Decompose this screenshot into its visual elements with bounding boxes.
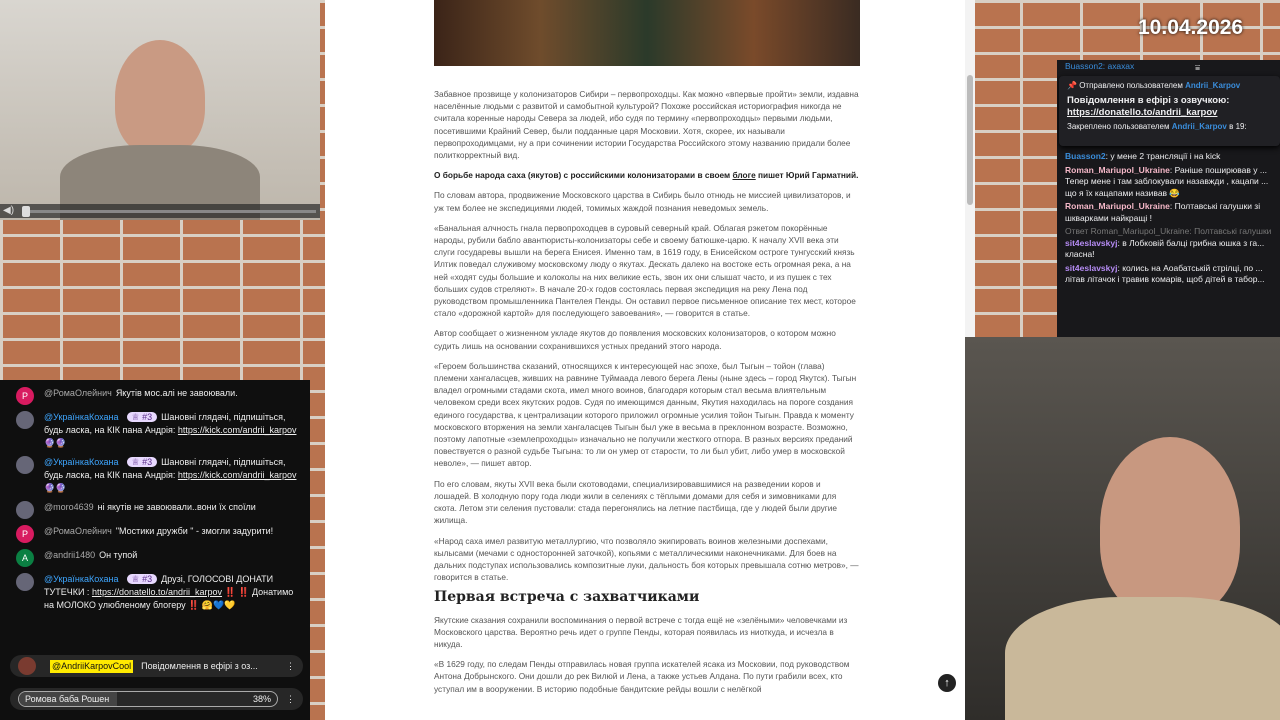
chat-text: "Мостики дружби " - змогли задурити!: [115, 526, 274, 536]
youtube-chat: [0, 380, 310, 720]
paragraph: «В 1629 году, по следам Пенды отправилась новая группа искателей ясака из Московии, под руководством Антона Добрынского. Они дошли до рек Вилюй и Лена, а также устьев Алдана. По пути грабили всех, кто уступал им в вооружении. В историю подобные бандитские рейды вошли с нелёгкой: [434, 659, 850, 694]
more-icon[interactable]: ⋮: [286, 693, 295, 704]
paragraph: Якутские сказания сохранили воспоминания о первой встрече с тогда ещё не «зелёными» человечками из Московского царства. Вероятно речь идет о группе Пенды, которая появилась из ниоткуда, и исчезла в никуда.: [434, 614, 848, 649]
pin-icon: 📌: [1067, 81, 1077, 90]
blog-link[interactable]: блоге: [732, 170, 756, 181]
article-banner-image: [434, 0, 860, 66]
more-icon[interactable]: ⋮: [286, 660, 295, 671]
chat-text: Раніше поширював у ... Тепер мене і там заблокували назавжди , кацапи ... що я їх кацапами називав 😂: [1065, 164, 1269, 198]
chat-username[interactable]: Roman_Mariupol_Ukraine: [1065, 164, 1170, 175]
poll-bar[interactable]: [18, 691, 278, 707]
video-scrubber[interactable]: [0, 204, 320, 218]
chat-message: [0, 384, 310, 408]
date-overlay: 10.04.2026: [1138, 16, 1244, 39]
poll[interactable]: [10, 688, 303, 710]
paragraph: «Банальная алчность гнала первопроходцев в суровый северный край. Облагая рэкетом покорённые народы, рубили бабло авантюристы-колонизаторы себе и своему батюшке-царю. К началу XVII века эти слуги государевы вышли на берега Енисея. Именно там, в 1619 году, в Енисейском остроге тунгусский князь Илтик поведал служивому московскому люду о якутах. Дескать далеко на востоке есть огромная река, а на ней «ходят суды большие и колоколы на них великие есть, звон их они слышат часто, и из пушек с тех больших судов стреляют». В начале 20-х годов состоялась первая экспедиция на реку Лена под руководством промышленника Пантелея Пенды. Он оставил первое письменное описание тех мест, которое стало «дорожной картой» для последующего завоевания», — говорится в статье.: [434, 222, 856, 319]
pinned-message[interactable]: [10, 655, 303, 677]
paragraph-lead: О борьбе народа саха (якутов) с российскими колонизаторами в своем блоге пишет Юрий Гарматний.: [434, 170, 859, 181]
chat-message: sit4eslavskyj: колись на Аоабатській стрілці, по ... літав літачок і травив комарів, щоб дітей в табор...: [1065, 262, 1265, 284]
guest-shirt: [1005, 597, 1280, 720]
chat-username[interactable]: @РомаОлейнич: [44, 388, 112, 398]
chat-message: Buasson2: у мене 2 трансляції і на kick: [1065, 151, 1221, 161]
poll-percent: 38%: [252, 694, 271, 704]
pinned-message: 📌 Отправлено пользователем Andrii_Karpov Повідомлення в ефірі з озвучкою: https://donatello.to/andrii_karpov Закреплено пользователем Andrii_Karpov в 19:: [1059, 76, 1280, 146]
avatar: [16, 411, 34, 429]
paragraph: Автор сообщает о жизненном укладе якутов до появления московских колонизаторов, о котором можно судить лишь на основании сохранившихся устных преданий этого народа.: [434, 328, 836, 351]
rank-badge: ♕ #3: [127, 457, 158, 467]
chat-username[interactable]: @andrii1480: [44, 550, 96, 560]
section-heading: Первая встреча с захватчиками: [434, 589, 700, 606]
chat-message: Roman_Mariupol_Ukraine: Полтавські галушки зі шкварками найкращі !: [1065, 201, 1261, 223]
avatar: [16, 573, 34, 591]
arrow-up-icon[interactable]: ↑: [938, 674, 956, 692]
chat-text: Он тупой: [99, 550, 138, 560]
donate-link[interactable]: https://donatello.to/andrii_karpov: [1067, 107, 1218, 118]
poll-option: Ромова баба Рошен: [25, 694, 110, 704]
avatar: A: [16, 549, 34, 567]
avatar: [16, 501, 34, 519]
paragraph: «Героем большинства сказаний, относящихся к интересующей нас эпохе, был Тыгын – тойон (глава) племени хангаласцев, живших на равнине Туймаада левого берега Лены (ныне здесь – город Якутск). Тыгын владел огромными стадами скота, имел много воинов, благодаря которым стал весьма влиятельным человеком среди всех якутских родов. Судя по имеющимся данным, Якутия находилась на пороге создания единого государства, к централизации которого приложил огромные усилия тойон Тыгын. Правда к моменту московского вторжения на земли хангаласцев Тыгын был уже в весьма в преклонном возрасте. Возможно, поэтому лапотные «землепроходцы» изначально не получили жесткого отпора. В разных версиях преданий повествуется о разной судьбе Тыгына: то ли он умер от старости, то ли был убит, либо умер в московской неволе», — пишет автор.: [434, 360, 857, 469]
chat-text: ні якутів не завоювали..вони їх споїли: [97, 502, 256, 512]
pinned-text: Повідомлення в ефірі з оз...: [141, 660, 258, 671]
paragraph: По его словам, якуты XVII века были скотоводами, специализировавшимися на разведении коров и лошадей. В холодную пору года люди жили в селениях с тёплыми домами для себя и зимовниками для скота. Летом эти селения пустовали: стада перегонялись на летние пастбища, где у людей были другие жилища.: [434, 478, 838, 526]
host-face: [115, 40, 205, 155]
webcam-right: [965, 337, 1280, 720]
chat-message: Ответ Roman_Mariupol_Ukraine: Полтавські галушки sit4eslavskyj: в Лобковій балці грибна юшка з га... класна!: [1065, 226, 1272, 259]
chat-username[interactable]: sit4eslavskyj: [1065, 262, 1118, 273]
twitch-chat: [1057, 60, 1280, 337]
chat-message: Roman_Mariupol_Ukraine: Раніше поширював у ... Тепер мене і там заблокували назавжди , кацапи ... що я їх кацапами називав 😂: [1065, 164, 1269, 198]
chat-message: [0, 570, 310, 615]
chat-link[interactable]: https://donatello.to/andrii_karpov: [91, 587, 223, 597]
chat-message: Buasson2: ахахах: [1065, 61, 1135, 71]
pinned-user: @AndriiKarpovCool: [52, 660, 132, 671]
avatar: P: [16, 387, 34, 405]
emoji: 🔮🔮: [44, 483, 67, 493]
chat-message: [0, 522, 310, 546]
chat-text: у мене 2 трансляції і на kick: [1110, 151, 1221, 161]
chat-message: [0, 408, 310, 453]
guest-face: [1100, 437, 1240, 617]
chat-text: Шановні глядачі, підпишіться, будь ласка, на КІК пана Андрія:: [44, 457, 286, 480]
chat-message: [0, 498, 310, 522]
scrubber-handle[interactable]: [22, 206, 30, 217]
chat-text: Якутів мос.алі не завоювали.: [115, 388, 238, 398]
webcam-left: [0, 0, 320, 220]
paragraph: «Народ саха имел развитую металлургию, что позволяло экипировать воинов железными доспехами, кылысами (мечами с односторонней заточкой), копьями с металлическими наконечниками. Для боев на дальних подступах использовались композитные луки, дальность боя которых превышала сотню метров», — говорится в статье.: [434, 535, 859, 583]
reply-context: Ответ Roman_Mariupol_Ukraine: Полтавські галушки: [1065, 226, 1272, 236]
chat-text: колись на Аоабатській стрілці, по ... літав літачок і травив комарів, щоб дітей в табор...: [1065, 262, 1265, 284]
chat-message: [0, 453, 310, 498]
chat-username[interactable]: @moro4639: [44, 502, 94, 512]
chat-text: Полтавські галушки зі шкварками найкращі !: [1065, 201, 1261, 223]
chat-text: в Лобковій балці грибна юшка з га... класна!: [1065, 237, 1265, 259]
avatar: P: [16, 525, 34, 543]
collapse-icon[interactable]: ⩸: [1195, 62, 1201, 72]
chat-link[interactable]: https://kick.com/andrii_karpov: [177, 425, 297, 435]
paragraph: Забавное прозвище у колонизаторов Сибири – первопроходцы. Как можно «впервые пройти» земли, издавна населённые людьми с развитой и самобытной культурой? Похоже российская историография никогда не считала коренные народы Севера за людей, ибо судя по термину «первопроходцы» первыми людьми, посетившими Крайний Север, были подданные царя Московии. Хотя, скорее, их называли первопроходимцами, ну а при сочинении истории Государства Российского этому названию придали более политкорректный вид.: [434, 89, 859, 161]
avatar: [18, 657, 36, 675]
chat-username[interactable]: @УкраїнкаКохана: [44, 574, 119, 584]
chat-username[interactable]: Buasson2: [1065, 151, 1106, 161]
scrollbar-thumb[interactable]: [967, 75, 973, 205]
chat-username[interactable]: @РомаОлейнич: [44, 526, 112, 536]
chat-text: Друзі, ГОЛОСОВІ ДОНАТИ ТУТЕЧКИ :: [44, 574, 274, 597]
paragraph: По словам автора, продвижение Московского царства в Сибирь было отнюдь не миссией цивилизаторов, и уж тем более не экспедициями людей, томимых жаждой познания неведомых земель.: [434, 190, 851, 213]
rank-badge: ♕ #3: [127, 574, 158, 584]
speaker-icon[interactable]: ◀): [3, 205, 15, 216]
avatar: [16, 456, 34, 474]
chat-message: [0, 546, 310, 570]
article-page: [325, 0, 975, 720]
chat-username[interactable]: @УкраїнкаКохана: [44, 457, 119, 467]
chat-text: ‼️ ‼️ Донатимо на МОЛОКО улюбленому блогеру ‼️ 🤗💙💛: [44, 587, 294, 610]
chat-username[interactable]: Roman_Mariupol_Ukraine: [1065, 201, 1170, 211]
emoji: 🔮🔮: [44, 438, 67, 448]
chat-text: Шановні глядачі, підпишіться, будь ласка, на КІК пана Андрія:: [44, 412, 286, 435]
chat-username[interactable]: @УкраїнкаКохана: [44, 412, 119, 422]
article-body: [434, 0, 860, 703]
rank-badge: ♕ #3: [127, 412, 158, 422]
chat-link[interactable]: https://kick.com/andrii_karpov: [177, 470, 297, 480]
chat-username[interactable]: sit4eslavskyj: [1065, 237, 1118, 248]
